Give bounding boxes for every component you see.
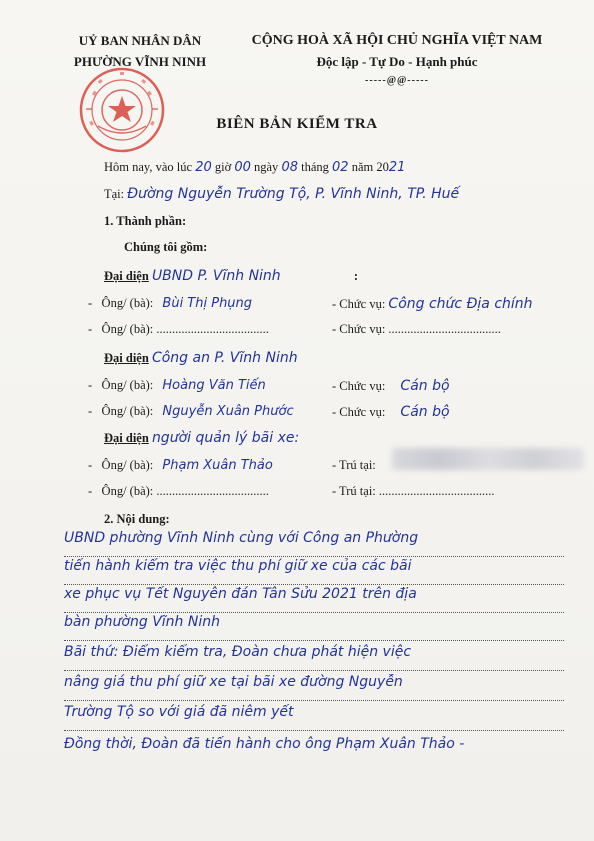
residence-row: [332, 458, 376, 473]
position-row: [332, 322, 501, 337]
rep-label: Đại diện: [104, 431, 149, 445]
position-label: - Chức vụ:: [332, 297, 386, 311]
person-row: - Ông/ (bà): Phạm Xuân Thảo: [88, 458, 312, 473]
person-label: Ông/ (bà):: [101, 378, 154, 392]
date-time-line: [104, 160, 405, 175]
blank-dots: ....................................: [156, 484, 269, 498]
position-label: - Chức vụ:: [332, 379, 386, 393]
rep-label: Đại diện: [104, 269, 149, 283]
authority-line-1: UỶ BAN NHÂN DÂN: [78, 33, 202, 48]
rep-label: Đại diện: [104, 351, 149, 365]
content-line: Trường Tộ so với giá đã niêm yết: [64, 704, 564, 731]
content-line: Bãi thứ: Điểm kiểm tra, Đoàn chưa phát hiện việc: [64, 644, 564, 671]
minute-value: 00: [234, 160, 251, 175]
person-name: Nguyễn Xuân Phước: [162, 404, 294, 419]
day-value: 08: [281, 160, 298, 175]
blank-dots: ....................................: [388, 322, 501, 336]
person-label: Ông/ (bà):: [101, 404, 154, 418]
blank-dots: ....................................: [156, 322, 269, 336]
rep-group-3: [104, 430, 299, 446]
content-line: nâng giá thu phí giữ xe tại bãi xe đường Nguyễn: [64, 674, 564, 701]
section-1-subheading: Chúng tôi gồm:: [124, 240, 208, 254]
year-label: năm 20: [351, 160, 389, 174]
content-line: xe phục vụ Tết Nguyên đán Tân Sửu 2021 trên địa: [64, 586, 564, 613]
content-line: Đồng thời, Đoàn đã tiến hành cho ông Phạm Xuân Thảo -: [64, 736, 465, 752]
position-row: [332, 296, 533, 312]
person-row: - Ông/ (bà): Hoàng Văn Tiến: [88, 378, 312, 393]
time-prefix: Hôm nay, vào lúc: [104, 160, 193, 174]
position-label: - Chức vụ:: [332, 322, 386, 336]
person-row: - Ông/ (bà): ....................................: [88, 322, 269, 336]
document-title: BIÊN BẢN KIỂM TRA: [216, 116, 378, 132]
position-row: [332, 378, 450, 394]
position-value: Cán bộ: [400, 378, 450, 394]
residence-label: - Trú tại:: [332, 484, 376, 498]
country-name: CỘNG HOÀ XÃ HỘI CHỦ NGHĨA VIỆT NAM: [251, 33, 543, 48]
rep-org-2: Công an P. Vĩnh Ninh: [151, 350, 298, 366]
position-row: [332, 404, 450, 420]
authority-line-2: PHƯỜNG VĨNH NINH: [73, 54, 207, 69]
place-value: Đường Nguyễn Trường Tộ, P. Vĩnh Ninh, TP. Huế: [127, 186, 460, 202]
blank-dots: .....................................: [378, 484, 495, 498]
person-label: Ông/ (bà):: [101, 322, 154, 336]
national-header: [244, 30, 550, 91]
official-red-seal: [78, 66, 166, 154]
rep-colon: :: [353, 269, 358, 283]
day-label: ngày: [254, 160, 279, 174]
rep-group-2: [104, 350, 298, 366]
rep-org-3: người quản lý bãi xe:: [151, 430, 300, 446]
person-row: - Ông/ (bà): ....................................: [88, 484, 269, 498]
residence-label: - Trú tại:: [332, 458, 376, 472]
place-line: [104, 186, 459, 202]
section-1-heading: 1. Thành phần:: [104, 214, 187, 228]
month-label: tháng: [301, 160, 329, 174]
position-value: Công chức Địa chính: [388, 296, 533, 312]
month-value: 02: [332, 160, 349, 175]
national-motto: Độc lập - Tự Do - Hạnh phúc: [316, 54, 478, 69]
position-label: - Chức vụ:: [332, 405, 386, 419]
person-label: Ông/ (bà):: [101, 458, 154, 472]
hour-value: 20: [195, 160, 212, 175]
section-2-heading: 2. Nội dung:: [104, 512, 170, 526]
rep-group-1: [104, 268, 358, 284]
hour-label: giờ: [214, 160, 232, 174]
year-value: 21: [388, 160, 406, 175]
residence-row: [332, 484, 495, 499]
redacted-address: [392, 448, 584, 470]
person-name: Bùi Thị Phụng: [162, 296, 253, 311]
person-row: - Ông/ (bà): Nguyễn Xuân Phước: [88, 404, 312, 419]
place-label: Tại:: [104, 187, 125, 201]
person-name: Hoàng Văn Tiến: [162, 378, 266, 393]
content-line: bàn phường Vĩnh Ninh: [64, 614, 564, 641]
content-line: UBND phường Vĩnh Ninh cùng với Công an Phường: [64, 530, 564, 557]
person-name: Phạm Xuân Thảo: [162, 458, 273, 473]
header-flourish: -----@@-----: [365, 75, 429, 86]
person-label: Ông/ (bà):: [101, 484, 154, 498]
position-value: Cán bộ: [400, 404, 450, 420]
content-line: tiến hành kiểm tra việc thu phí giữ xe của các bãi: [64, 558, 564, 585]
rep-org-1: UBND P. Vĩnh Ninh: [151, 268, 281, 284]
person-row: - Ông/ (bà): Bùi Thị Phụng: [88, 296, 312, 311]
person-label: Ông/ (bà):: [101, 296, 154, 310]
